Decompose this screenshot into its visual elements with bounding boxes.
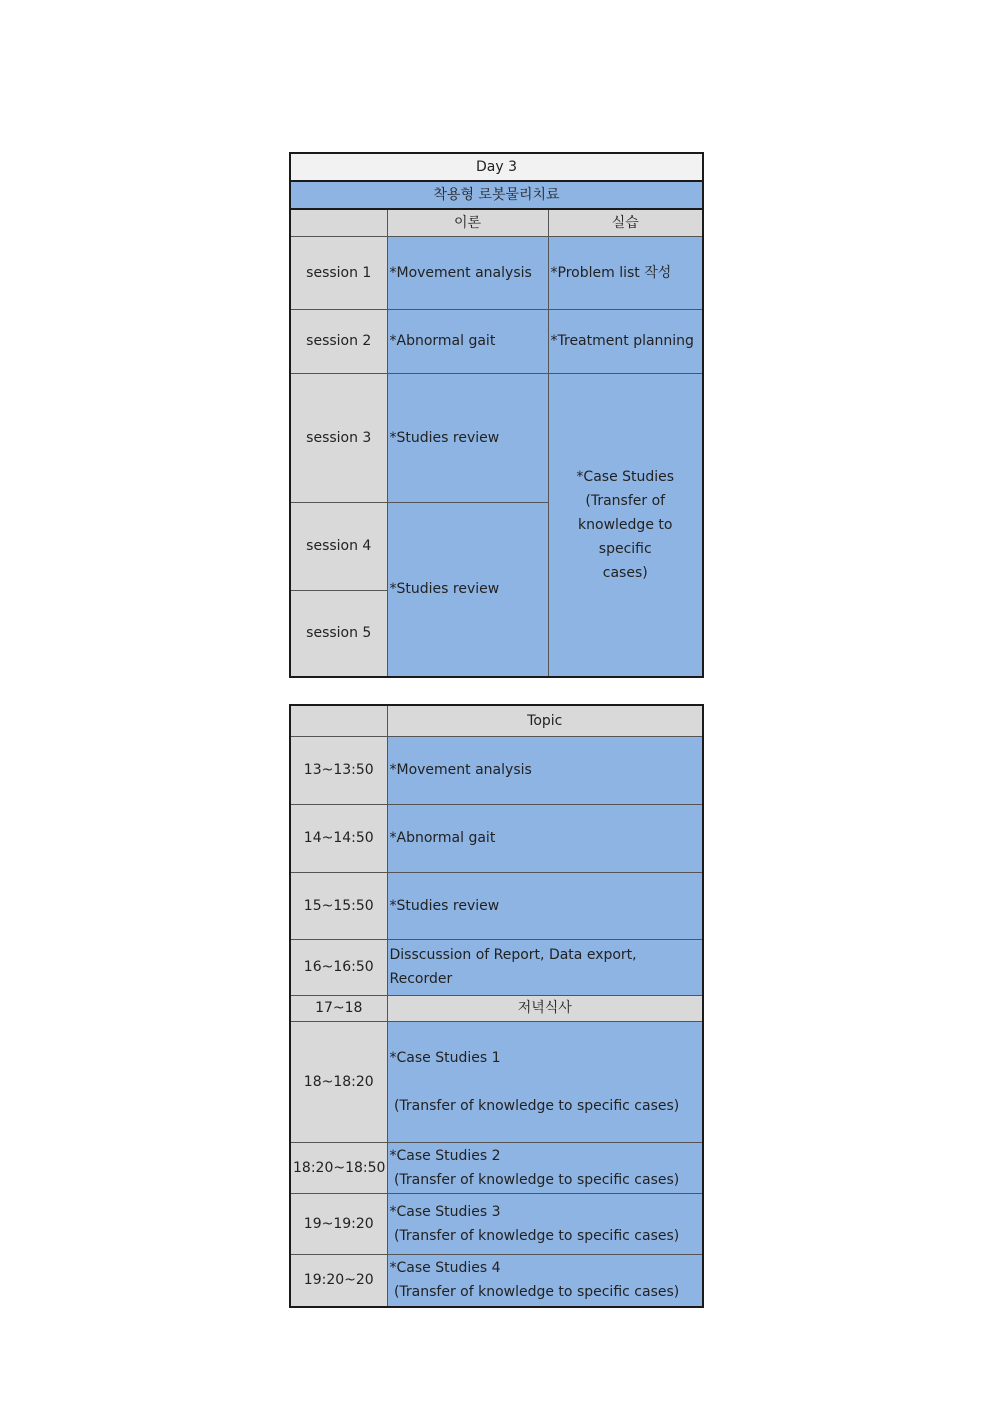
header-empty-cell [290, 209, 387, 236]
session-practice: *Treatment planning [548, 309, 703, 373]
topic-cell: *Studies review [387, 872, 703, 939]
time-slot: 15~15:50 [290, 872, 387, 939]
time-slot: 18~18:20 [290, 1021, 387, 1142]
time-schedule-table [289, 704, 704, 1308]
case-studies-cell [548, 373, 703, 677]
topic-line: (Transfer of knowledge to specific cases) [389, 1171, 680, 1188]
topic-line: *Case Studies 3 [389, 1203, 501, 1220]
case-studies-line: *Case Studies [576, 468, 675, 485]
session-label: session 5 [290, 590, 387, 677]
time-slot: 19~19:20 [290, 1193, 387, 1254]
session-label: session 2 [290, 309, 387, 373]
topic-line: (Transfer of knowledge to specific cases) [389, 1227, 680, 1244]
session-label: session 1 [290, 236, 387, 309]
session-practice: *Problem list 작성 [548, 236, 703, 309]
session-theory: *Studies review [387, 502, 548, 677]
course-title: 착용형 로봇물리치료 [290, 181, 703, 209]
topic-cell: *Movement analysis [387, 736, 703, 804]
topic-cell [387, 1193, 703, 1254]
header-topic: Topic [387, 705, 703, 736]
day-title: Day 3 [290, 153, 703, 181]
topic-cell [387, 1142, 703, 1193]
dinner-cell: 저녁식사 [387, 995, 703, 1021]
day3-session-table [289, 152, 704, 678]
topic-cell: Disscussion of Report, Data export, Recorder [387, 939, 703, 995]
time-slot: 14~14:50 [290, 804, 387, 872]
topic-cell [387, 1254, 703, 1307]
header-empty-cell [290, 705, 387, 736]
topic-line: *Case Studies 4 [389, 1260, 501, 1277]
topic-cell: *Abnormal gait [387, 804, 703, 872]
time-slot: 18:20~18:50 [290, 1142, 387, 1193]
topic-line: (Transfer of knowledge to specific cases) [389, 1284, 680, 1301]
session-label: session 3 [290, 373, 387, 502]
topic-cell [387, 1021, 703, 1142]
session-theory: *Abnormal gait [387, 309, 548, 373]
header-practice: 실습 [548, 209, 703, 236]
topic-line: *Case Studies 1 [389, 1049, 501, 1066]
case-studies-line: cases) [602, 564, 648, 581]
time-slot: 13~13:50 [290, 736, 387, 804]
topic-line: *Case Studies 2 [389, 1147, 501, 1164]
session-theory: *Movement analysis [387, 236, 548, 309]
time-slot: 19:20~20 [290, 1254, 387, 1307]
header-theory: 이론 [387, 209, 548, 236]
topic-line: (Transfer of knowledge to specific cases) [389, 1097, 680, 1114]
time-slot: 17~18 [290, 995, 387, 1021]
session-label: session 4 [290, 502, 387, 590]
session-theory: *Studies review [387, 373, 548, 502]
case-studies-line: (Transfer of [585, 492, 666, 509]
case-studies-line: knowledge to specific [578, 516, 673, 557]
time-slot: 16~16:50 [290, 939, 387, 995]
